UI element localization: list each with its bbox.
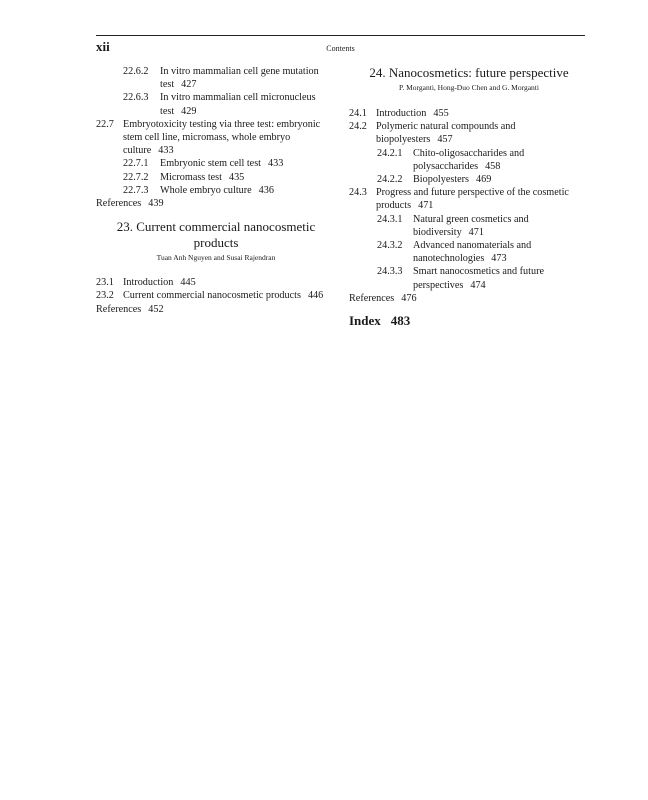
toc-page-number: 429 — [181, 105, 197, 117]
toc-page-number: 483 — [390, 313, 411, 329]
toc-entry-23-2[interactable]: 23.2 Current commercial nanocosmetic products 446 — [96, 290, 324, 302]
toc-entry-24-3-2[interactable]: 24.3.2 Advanced nanomaterials and nanotechnologies 473 — [377, 240, 532, 265]
toc-references-22[interactable]: References 439 — [96, 198, 164, 210]
toc-page-number: 433 — [158, 145, 174, 157]
toc-page-number: 427 — [181, 79, 197, 91]
toc-page-number: 433 — [268, 158, 284, 170]
toc-page-number: 474 — [470, 279, 486, 291]
toc-index-entry[interactable]: Index 483 — [349, 313, 411, 329]
toc-page-number: 469 — [476, 174, 492, 186]
toc-entry-24-3[interactable]: 24.3 Progress and future perspective of the cosmetic products 471 — [349, 187, 569, 212]
toc-page-number: 436 — [258, 184, 274, 196]
chapter-23-title[interactable]: 23. Current commercial nanocosmetic products — [116, 219, 316, 251]
toc-entry-24-2[interactable]: 24.2 Polymeric natural compounds and biopolyesters 457 — [349, 121, 516, 146]
toc-page-number: 457 — [437, 134, 453, 146]
chapter-24-title[interactable]: 24. Nanocosmetics: future perspective — [369, 65, 569, 80]
toc-page-number: 455 — [433, 108, 449, 119]
toc-entry-23-1[interactable]: 23.1 Introduction 445 — [96, 277, 196, 289]
toc-entry-24-2-1[interactable]: 24.2.1 Chito-oligosaccharides and polysaccharides 458 — [377, 147, 525, 172]
toc-page-number: 439 — [148, 198, 164, 210]
toc-entry-22-7-2[interactable]: 22.7.2 Micromass test 435 — [123, 171, 245, 183]
toc-entry-22-7-3[interactable]: 22.7.3 Whole embryo culture 436 — [123, 184, 274, 196]
page-header — [96, 35, 585, 56]
toc-page-number: 445 — [180, 277, 196, 289]
toc-page-number: 458 — [485, 160, 501, 172]
toc-entry-24-2-2[interactable]: 24.2.2 Biopolyesters 469 — [377, 174, 492, 186]
toc-entry-24-3-3[interactable]: 24.3.3 Smart nanocosmetics and future perspectives 474 — [377, 266, 544, 291]
toc-entry-22-7[interactable]: 22.7 Embryotoxicity testing via three test: embryonic stem cell line, micromass, whole embryo culture 433 — [96, 118, 321, 157]
toc-references-23[interactable]: References 452 — [96, 303, 164, 315]
toc-page-number: 452 — [148, 303, 164, 315]
toc-entry-24-3-1[interactable]: 24.3.1 Natural green cosmetics and biodiversity 471 — [377, 213, 529, 238]
toc-page-number: 446 — [307, 290, 324, 302]
running-head: Contents — [326, 44, 355, 53]
toc-entry-22-6-3[interactable]: 22.6.3 In vitro mammalian cell micronucleus test 429 — [123, 92, 316, 117]
page-number: xii — [96, 39, 110, 54]
toc-page-number: 471 — [418, 200, 434, 212]
toc-page-number: 471 — [468, 226, 484, 238]
toc-left-column — [96, 65, 336, 316]
toc-page-number: 473 — [491, 253, 507, 265]
toc-right-column — [349, 65, 589, 327]
toc-entry-24-1[interactable]: 24.1 Introduction 455 — [349, 108, 449, 119]
toc-entry-22-7-1[interactable]: 22.7.1 Embryonic stem cell test 433 — [123, 158, 284, 170]
toc-references-24[interactable]: References 476 — [349, 292, 417, 304]
chapter-23-authors: Tuan Anh Nguyen and Susai Rajendran — [156, 253, 276, 263]
toc-entry-22-6-2[interactable]: 22.6.2 In vitro mammalian cell gene mutation test 427 — [123, 66, 319, 91]
toc-page-number: 476 — [401, 292, 417, 304]
chapter-24-authors: P. Morganti, Hong-Duo Chen and G. Morganti — [399, 83, 539, 92]
toc-page-number: 435 — [228, 171, 245, 183]
